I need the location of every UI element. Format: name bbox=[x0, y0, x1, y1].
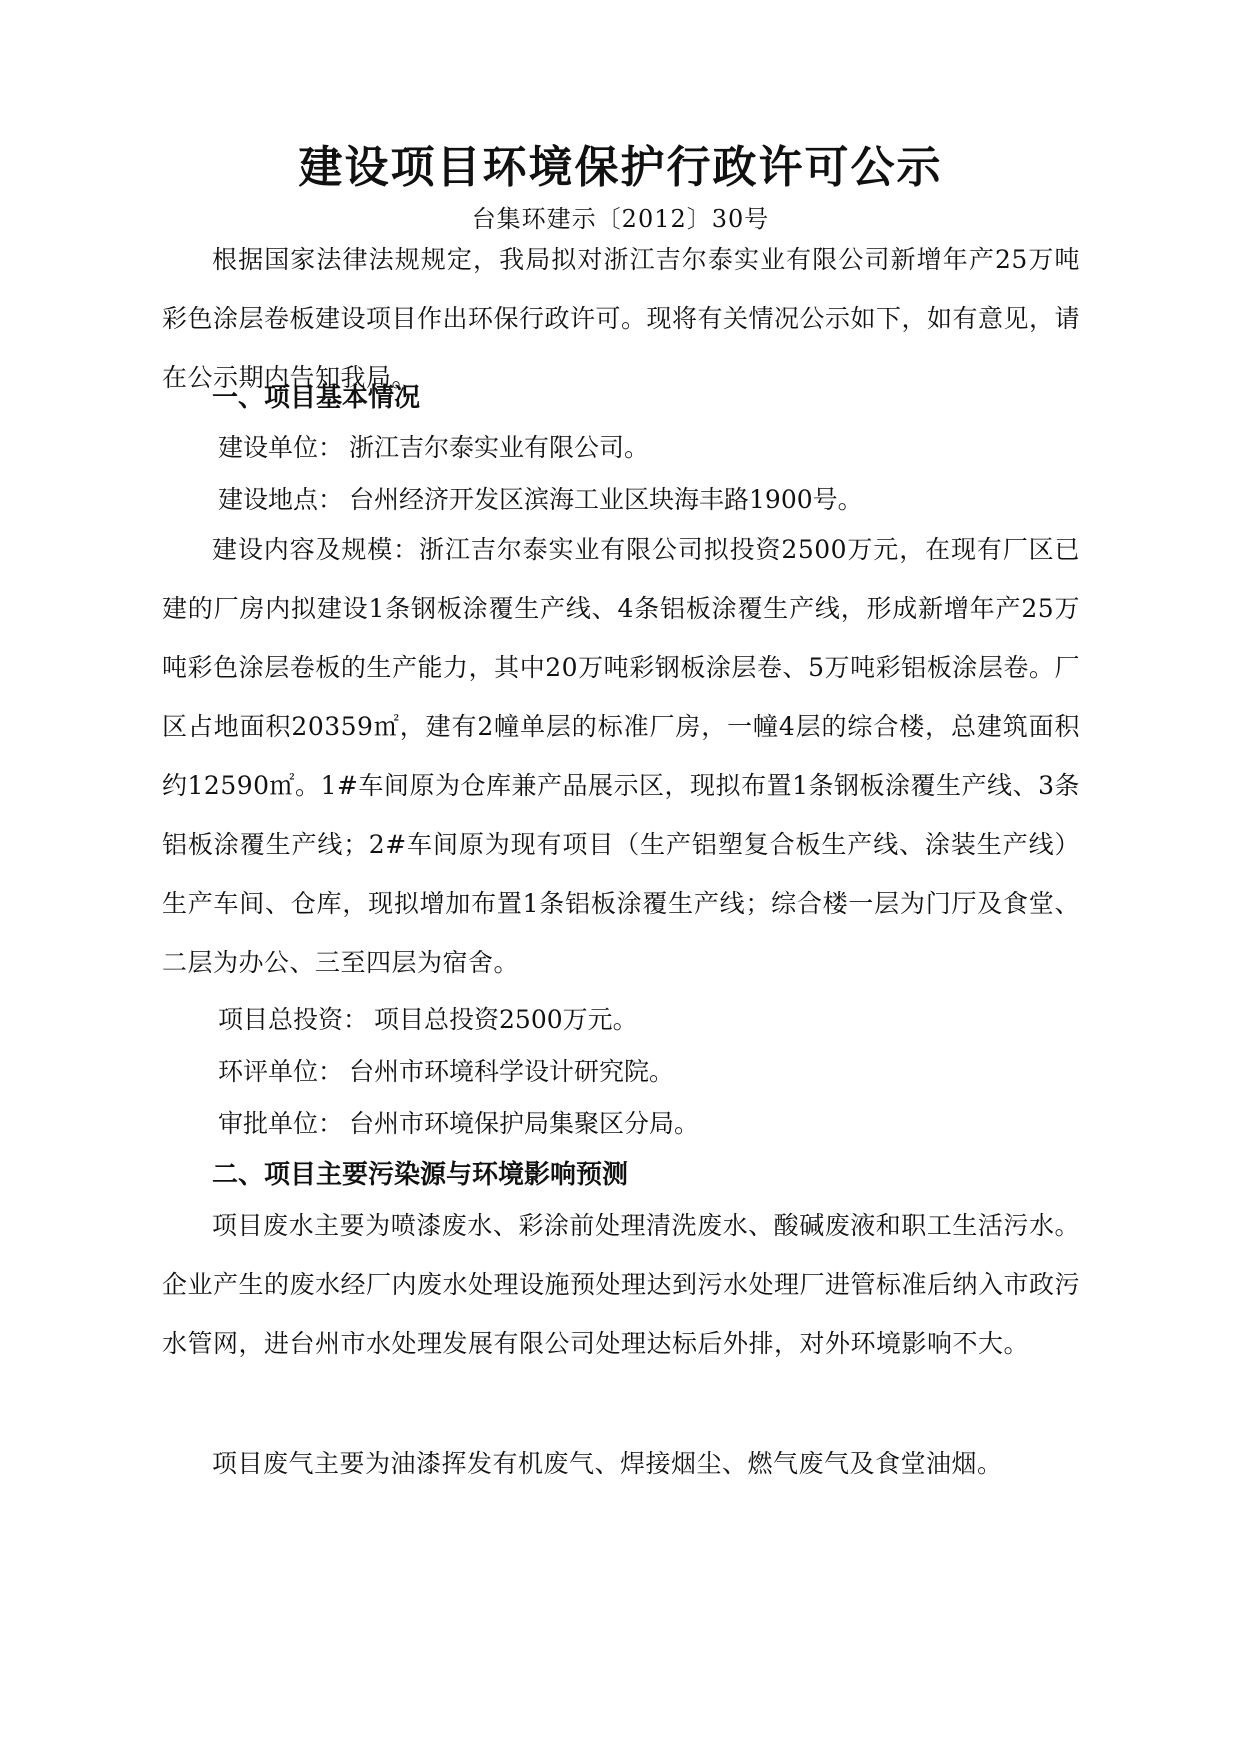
investment-value: 项目总投资2500万元。 bbox=[374, 1005, 638, 1034]
waste-gas-paragraph: 项目废气主要为油漆挥发有机废气、焊接烟尘、燃气废气及食堂油烟。 bbox=[212, 1449, 1003, 1478]
intro-paragraph: 根据国家法律法规规定，我局拟对浙江吉尔泰实业有限公司新增年产25万吨彩色涂层卷板建设项目作出环保行政许可。现将有关情况公示如下，如有意见，请在公示期内告知我局。 bbox=[162, 245, 1081, 392]
location-label: 建设地点： bbox=[218, 485, 344, 514]
wastewater-paragraph: 项目废水主要为喷漆废水、彩涂前处理清洗废水、酸碱废液和职工生活污水。企业产生的废水经厂内废水处理设施预处理达到污水处理厂进管标准后纳入市政污水管网，进台州市水处理发展有限公司处理达标后外排，对外环境影响不大。 bbox=[162, 1211, 1081, 1358]
investment-field bbox=[218, 1000, 638, 1040]
construction-content-paragraph: 建设内容及规模：浙江吉尔泰实业有限公司拟投资2500万元，在现有厂区已建的厂房内拟建设1条钢板涂覆生产线、4条铝板涂覆生产线，形成新增年产25万吨彩色涂层卷板的生产能力，其中20万吨彩钢板涂层卷、5万吨彩铝板涂层卷。厂区占地面积20359㎡，建有2幢单层的标准厂房，一幢4层的综合楼，总建筑面积约12590㎡。1#车间原为仓库兼产品展示区，现拟布置1条钢板涂覆生产线、3条铝板涂覆生产线；2#车间原为现有项目（生产铝塑复合板生产线、涂装生产线）生产车间、仓库，现拟增加布置1条铝板涂覆生产线；综合楼一层为门厅及食堂、二层为办公、三至四层为宿舍。 bbox=[162, 535, 1080, 977]
builder-value: 浙江吉尔泰实业有限公司。 bbox=[349, 433, 650, 462]
approver-field bbox=[218, 1104, 699, 1144]
approver-value: 台州市环境保护局集聚区分局。 bbox=[349, 1109, 700, 1138]
document-number: 台集环建示〔2012〕30号 bbox=[471, 205, 770, 233]
section-1-heading: 一、项目基本情况 bbox=[212, 383, 421, 413]
location-field bbox=[218, 480, 863, 520]
approver-label: 审批单位： bbox=[218, 1109, 344, 1138]
location-value: 台州经济开发区滨海工业区块海丰路1900号。 bbox=[349, 485, 863, 514]
eia-value: 台州市环境科学设计研究院。 bbox=[349, 1057, 675, 1086]
section-2-heading: 二、项目主要污染源与环境影响预测 bbox=[212, 1160, 629, 1190]
builder-label: 建设单位： bbox=[218, 433, 344, 462]
investment-label: 项目总投资： bbox=[218, 1005, 369, 1034]
eia-field bbox=[218, 1052, 674, 1092]
document-title: 建设项目环境保护行政许可公示 bbox=[298, 142, 943, 193]
builder-field bbox=[218, 428, 649, 468]
eia-label: 环评单位： bbox=[218, 1057, 344, 1086]
